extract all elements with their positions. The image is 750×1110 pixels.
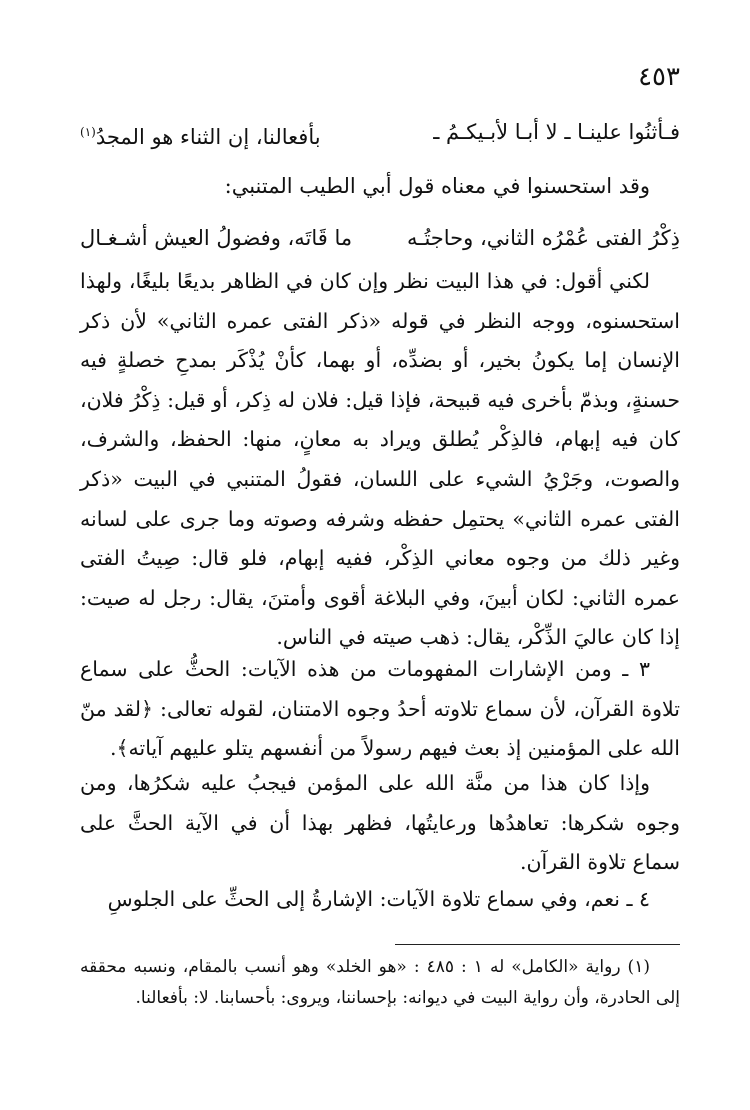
- footnote-divider: [395, 944, 680, 945]
- verse-1-hemistich-1: فـأثنُوا علينـا ـ لا أبـا لأبـيكـمُ ـ: [433, 120, 680, 144]
- paragraph-3: [80, 764, 680, 883]
- paragraph-2-text: ٣ ـ ومن الإشارات المفهومات من هذه الآيات: الحثُّ على سماع تلاوة القرآن، لأن سماع تلاوته أحدُ وجوه الامتنان، لقوله تعالى: ﴿لقد منّ الله على المؤمنين إذ بعث فيهم رسولاً من أنفسهم يتلو عليهم آياته﴾.: [80, 657, 680, 761]
- verse-1-hemistich-2: [80, 112, 321, 157]
- footnote: [80, 952, 680, 1014]
- poetry-verse-2: [80, 218, 680, 258]
- paragraph-4: [80, 880, 680, 920]
- paragraph-1-text: لكني أقول: في هذا البيت نظر وإن كان في الظاهر بديعًا بليغًا، ولهذا استحسنوه، ووجه النظر في قوله «ذكر الفتى عمره الثاني» لأن ذكر الإنسان إما يكونُ بخير، أو بضدِّه، أو بهما، كأنْ يُذْكَر بمدحِ خصلةٍ فيه حسنةٍ، وبذمّ بأخرى فيه قبيحة، فإذا قيل: فلان له ذِكر، أو قيل: ذِكْرُ فلان، كان فيه إبهام، فالذِكْر يُطلق ويراد به معانٍ، منها: الحفظ، والشرف، والصوت، وجَرْيُ الشيء على اللسان، فقولُ المتنبي في البيت «ذكر الفتى عمره الثاني» يحتمِل حفظه وشرفه وصوته وما جرى على لسانه وغير ذلك من وجوه معاني الذِكْر، ففيه إبهام، فلو قال: صِيتُ الفتى عمره الثاني: لكان أبينَ، وفي البلاغة أقوى وأمتنَ، يقال: رجل له صيت: إذا كان عاليَ الذِّكْر، يقال: ذهب صيته في الناس.: [80, 269, 680, 650]
- verse-1-hemistich-2-text: بأفعالنا، إن الثناء هو المجدُ: [95, 125, 321, 149]
- paragraph-1: [80, 262, 680, 658]
- poetry-verse-1: [80, 112, 680, 152]
- verse-2-hemistich-2: ما قَاتَه، وفضولُ العيش أشـغـال: [80, 226, 353, 250]
- footnote-text: (١) رواية «الكامل» له ١ : ٤٨٥ : «هو الخلد» وهو أنسب بالمقام، ونسبه محققه إلى الحادرة، وأن رواية البيت في ديوانه: بإحساننا، ويروى: بأحسابنا. لا: بأفعالنا.: [80, 957, 680, 1008]
- page-number: ٤٥٣: [638, 62, 680, 92]
- verse-2-hemistich-1: ذِكْرُ الفتى عُمْرُه الثاني، وحاجتُـه: [407, 226, 680, 250]
- paragraph-3-text: وإذا كان هذا من منَّة الله على المؤمن فيجبُ عليه شكرُها، ومن وجوه شكرها: تعاهدُها ورعايتُها، فظهر بهذا أن في الآية الحثَّ على سماع تلاوة القرآن.: [80, 771, 680, 875]
- paragraph-2: [80, 650, 680, 769]
- paragraph-4-text: ٤ ـ نعم، وفي سماع تلاوة الآيات: الإشارةُ إلى الحثِّ على الجلوسِ: [107, 887, 650, 911]
- intro-line: وقد استحسنوا في معناه قول أبي الطيب المتنبي:: [224, 174, 650, 198]
- footnote-marker: (١): [80, 125, 96, 139]
